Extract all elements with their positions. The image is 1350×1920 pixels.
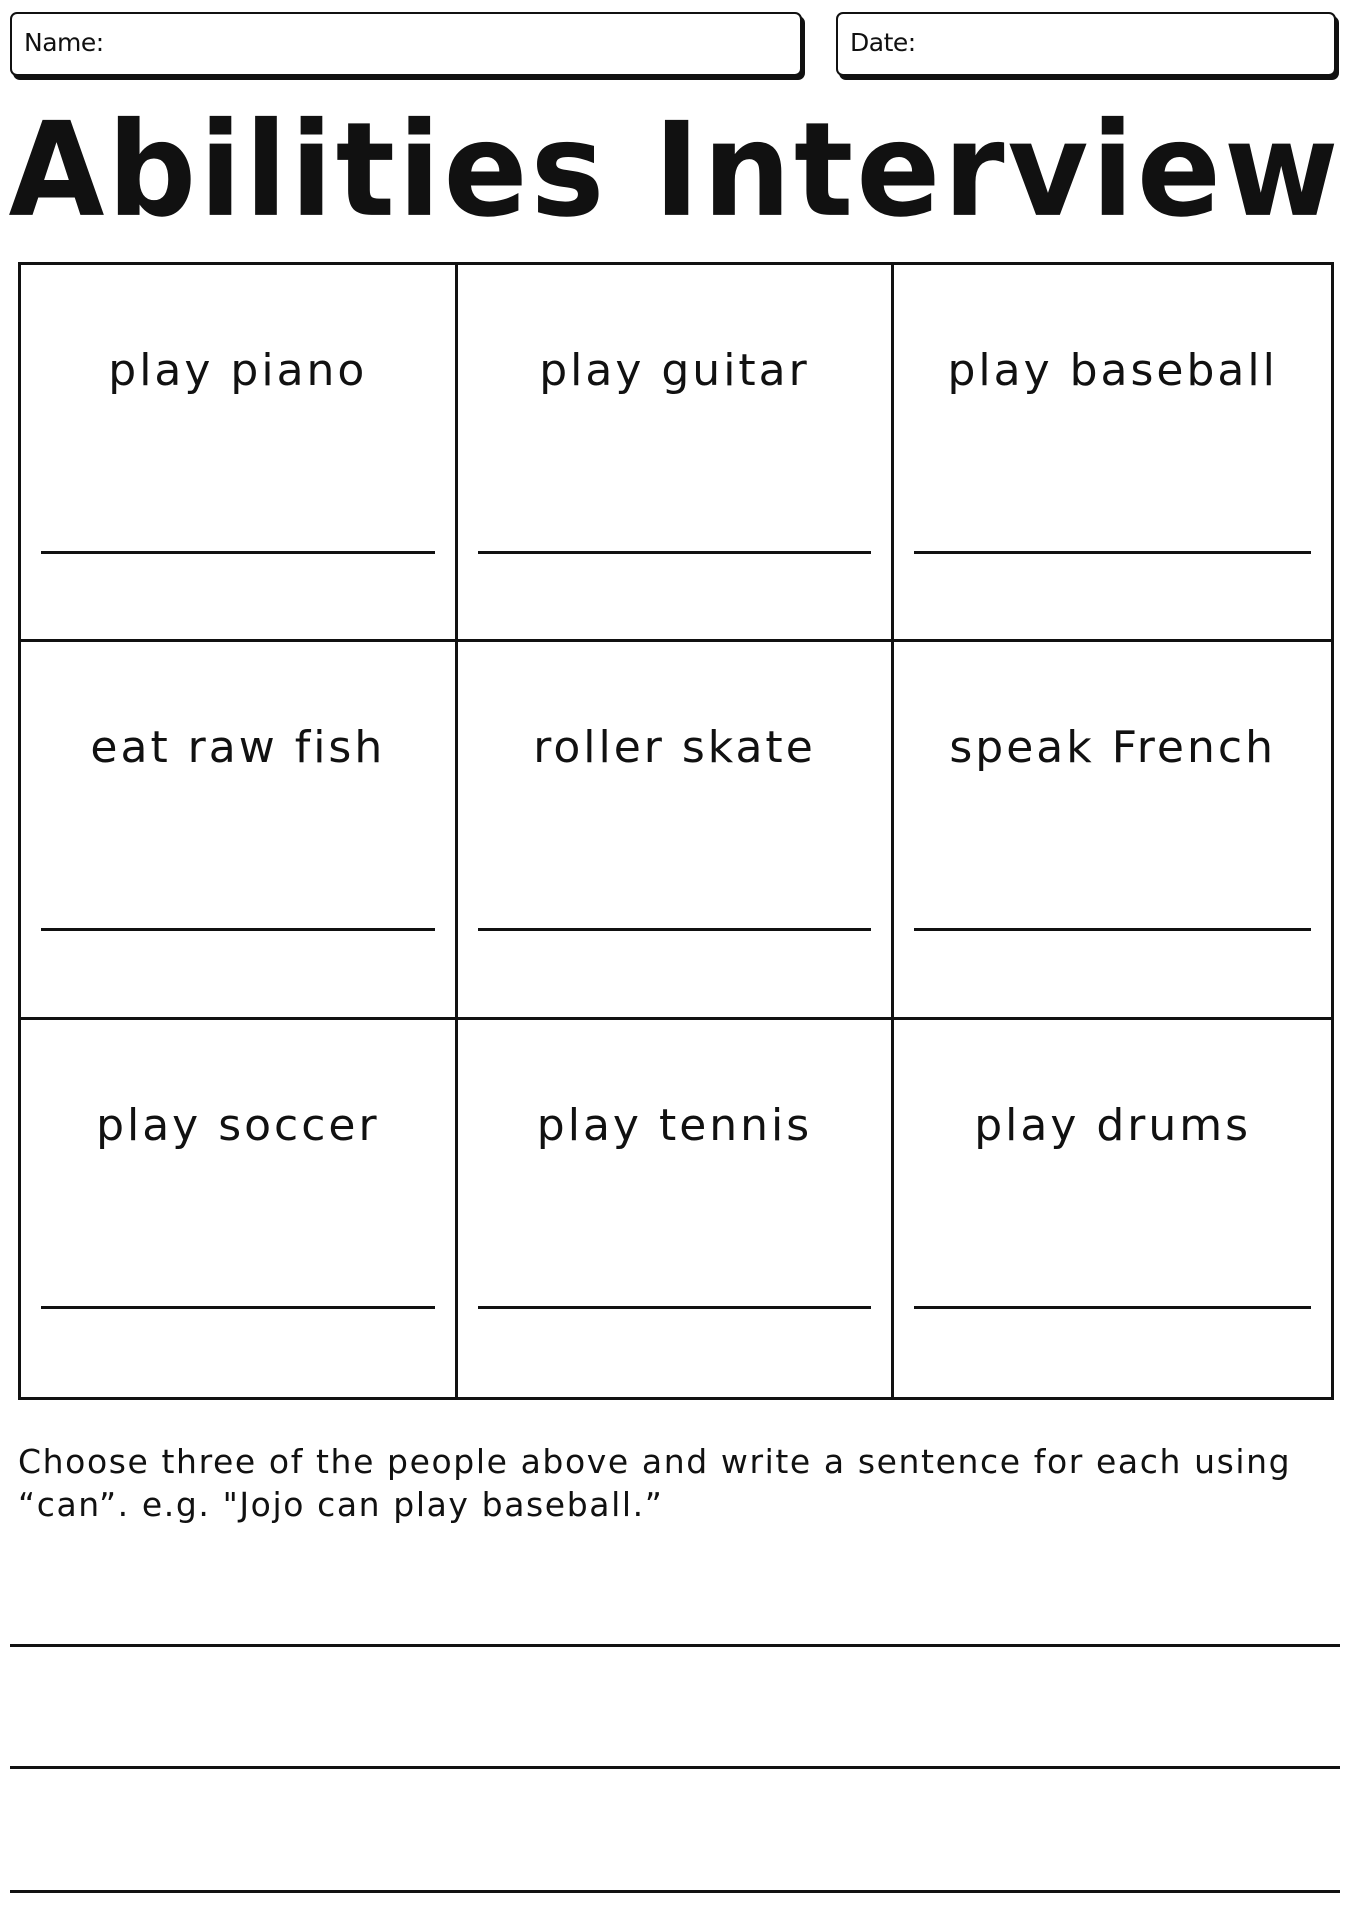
page-title: Abilities Interview	[8, 95, 1342, 247]
name-label: Name:	[24, 28, 104, 57]
ability-label: play tennis	[536, 1099, 813, 1151]
ability-label: play guitar	[539, 345, 810, 396]
ability-cell	[21, 642, 458, 1019]
answer-line[interactable]	[41, 928, 435, 931]
ability-cell	[458, 265, 895, 642]
answer-line[interactable]	[478, 551, 872, 554]
instructions-text: Choose three of the people above and write a sentence for each using “can”. e.g. "Jojo can play baseball.”	[18, 1442, 1292, 1524]
ability-label: roller skate	[533, 722, 816, 774]
ability-cell	[21, 1020, 458, 1397]
ability-cell	[894, 1020, 1331, 1397]
answer-line[interactable]	[914, 551, 1311, 554]
ability-cell	[894, 642, 1331, 1019]
writing-line[interactable]	[10, 1644, 1340, 1647]
answer-line[interactable]	[914, 928, 1311, 931]
ability-cell	[458, 642, 895, 1019]
name-input[interactable]	[112, 24, 788, 66]
ability-label: speak French	[949, 722, 1276, 774]
ability-label: play piano	[108, 345, 368, 396]
date-label: Date:	[850, 28, 916, 57]
date-input[interactable]	[918, 24, 1322, 66]
answer-line[interactable]	[478, 928, 872, 931]
ability-label: play drums	[974, 1099, 1252, 1151]
writing-line[interactable]	[10, 1890, 1340, 1893]
ability-cell	[21, 265, 458, 642]
answer-line[interactable]	[41, 1306, 435, 1309]
abilities-grid	[18, 262, 1334, 1400]
answer-line[interactable]	[478, 1306, 872, 1309]
writing-line[interactable]	[10, 1766, 1340, 1769]
answer-line[interactable]	[914, 1306, 1311, 1309]
ability-label: play baseball	[947, 345, 1278, 396]
ability-label: eat raw fish	[90, 722, 386, 774]
ability-cell	[458, 1020, 895, 1397]
name-field-box	[10, 12, 802, 76]
ability-cell	[894, 265, 1331, 642]
ability-label: play soccer	[96, 1099, 380, 1151]
answer-line[interactable]	[41, 551, 435, 554]
date-field-box	[836, 12, 1336, 76]
